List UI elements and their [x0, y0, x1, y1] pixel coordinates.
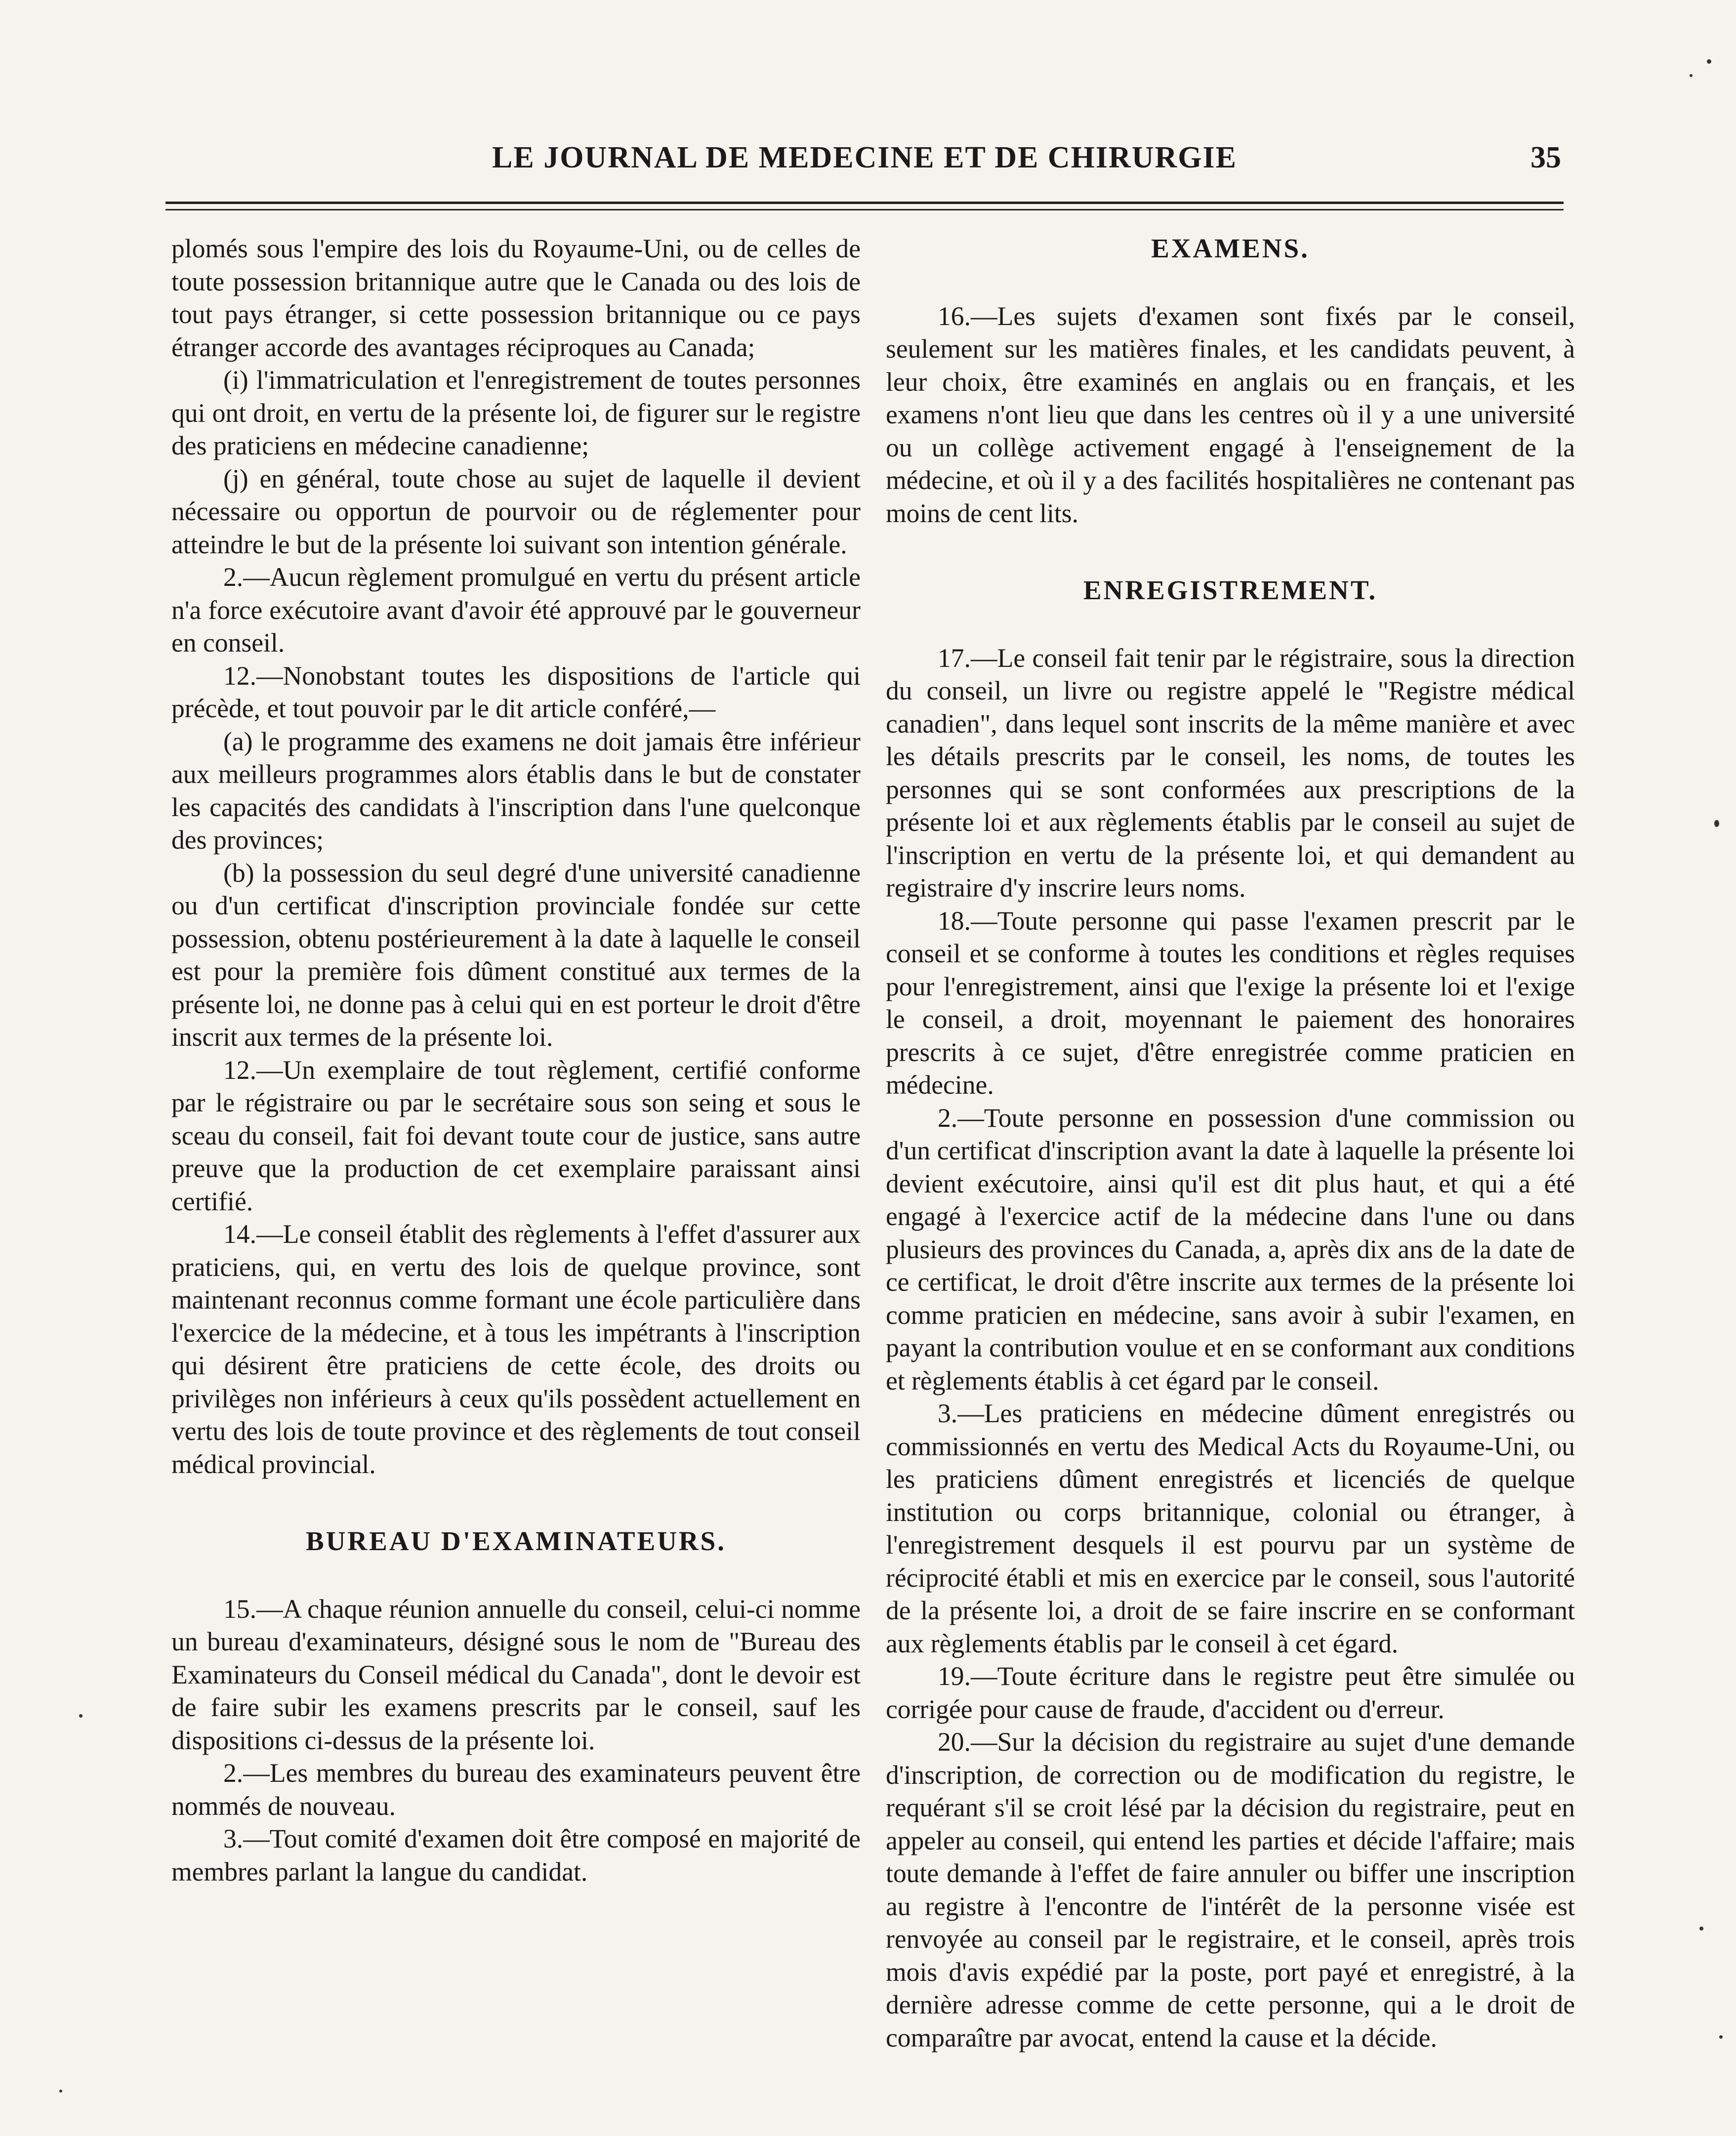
paragraph: plomés sous l'empire des lois du Royaume-Uni, ou de celles de toute possession britannique autre que le Canada ou des lois de tout pays étranger, si cette possession britannique ou ce pays étranger accorde des avantages réciproques au Canada; [171, 234, 861, 362]
paragraph: 18.—Toute personne qui passe l'examen prescrit par le conseil et se conforme à toutes les conditions et règles requises pour l'enregistrement, ainsi que l'exige la présente loi et l'exige le conseil, a droit, moyennant le paiement des honoraires prescrits à ce sujet, d'être enregistrée comme praticien en médecine. [886, 905, 1575, 1100]
paragraph: (a) le programme des examens ne doit jamais être inférieur aux meilleurs programmes alors établis dans le but de constater les capacités des candidats à l'inscription dans l'une quelconque des provinces; [171, 726, 861, 855]
scan-speck [59, 2090, 62, 2093]
scan-speck [1719, 2035, 1723, 2039]
paragraph: 20.—Sur la décision du registraire au sujet d'une demande d'inscription, de correction ou de modification du registre, le requérant s'il se croit lésé par la décision du registraire, peut en appeler au conseil, qui entend les parties et décide l'affaire; mais toute demande à l'effet de faire annuler ou biffer une inscription au registre à l'encontre de l'intérêt de la personne visée est renvoyée au conseil par le registraire, et le conseil, après trois mois d'avis expédié par la poste, port payé et enregistré, à la dernière adresse comme de cette personne, qui a le droit de comparaître par avocat, entend la cause et la décide. [886, 1727, 1575, 2053]
paragraph: (i) l'immatriculation et l'enregistrement de toutes personnes qui ont droit, en vertu de la présente loi, de figurer sur le registre des praticiens en médecine canadienne; [171, 365, 861, 460]
scan-speck [1707, 59, 1711, 64]
paragraph: 12.—Nonobstant toutes les dispositions de l'article qui précède, et tout pouvoir par le dit article conféré,— [171, 660, 861, 723]
right-column [886, 232, 1575, 2054]
scan-speck [1714, 820, 1719, 827]
scan-speck [79, 1714, 83, 1718]
running-title: LE JOURNAL DE MEDECINE ET DE CHIRURGIE [492, 141, 1237, 174]
scan-speck [1690, 74, 1693, 77]
page-number: 35 [1530, 141, 1561, 174]
paragraph: 3.—Les praticiens en médecine dûment enregistrés ou commissionnés en vertu des Medical Acts du Royaume-Uni, ou les praticiens dûment enregistrés et licenciés de quelque institution ou corps britannique, colonial ou étranger, à l'enregistrement desquels il est pourvu par un système de réciprocité établi et mis en exercice par le conseil, sous l'autorité de la présente loi, a droit de se faire inscrire en se conformant aux règlements établis par le conseil à cet égard. [886, 1398, 1575, 1658]
scan-speck [1699, 1927, 1703, 1931]
header-rule [165, 202, 1564, 210]
left-column [171, 232, 861, 1888]
paragraph: 15.—A chaque réunion annuelle du conseil, celui-ci nomme un bureau d'examinateurs, désigné sous le nom de "Bureau des Examinateurs du Conseil médical du Canada", dont le devoir est de faire subir les examens prescrits par le conseil, sauf les dispositions ci-dessus de la présente loi. [171, 1594, 861, 1755]
section-heading-enregistrement: ENREGISTREMENT. [1083, 575, 1378, 605]
paragraph: 2.—Aucun règlement promulgué en vertu du présent article n'a force exécutoire avant d'avoir été approuvé par le gouverneur en conseil. [171, 562, 861, 657]
paragraph: 19.—Toute écriture dans le registre peut être simulée ou corrigée pour cause de fraude, d'accident ou d'erreur. [886, 1661, 1575, 1724]
paragraph: 3.—Tout comité d'examen doit être composé en majorité de membres parlant la langue du candidat. [171, 1824, 861, 1887]
page-header [168, 129, 1561, 179]
section-heading-bureau: BUREAU D'EXAMINATEURS. [306, 1526, 726, 1556]
paragraph: 2.—Les membres du bureau des examinateurs peuvent être nommés de nouveau. [171, 1758, 861, 1821]
paragraph: (b) la possession du seul degré d'une université canadienne ou d'un certificat d'inscription provinciale fondée sur cette possession, obtenu postérieurement à la date à laquelle le conseil est pour la première fois dûment constitué aux termes de la présente loi, ne donne pas à celui qui en est porteur le droit d'être inscrit aux termes de la présente loi. [171, 858, 861, 1052]
paragraph: (j) en général, toute chose au sujet de laquelle il devient nécessaire ou opportun de pourvoir ou de réglementer pour atteindre le but de la présente loi suivant son intention générale. [171, 463, 861, 559]
paragraph: 16.—Les sujets d'examen sont fixés par le conseil, seulement sur les matières finales, et les candidats peuvent, à leur choix, être examinés en anglais ou en français, et les examens n'ont lieu que dans les centres où il y a une université ou un collège activement engagé à l'enseignement de la médecine, et où il y a des facilités hospitalières ne contenant pas moins de cent lits. [886, 301, 1575, 528]
paragraph: 12.—Un exemplaire de tout règlement, certifié conforme par le régistraire ou par le secrétaire sous son seing et sous le sceau du conseil, fait foi devant toute cour de justice, sans autre preuve que la production de cet exemplaire paraissant ainsi certifié. [171, 1055, 861, 1216]
paragraph: 14.—Le conseil établit des règlements à l'effet d'assurer aux praticiens, qui, en vertu des lois de quelque province, sont maintenant reconnus comme formant une école particulière dans l'exercice de la médecine, et à tous les impétrants à l'inscription qui désirent être praticiens de cette école, des droits ou privilèges non inférieurs à ceux qu'ils possèdent actuellement en vertu des lois de toute province et des règlements de tout conseil médical provincial. [171, 1219, 861, 1479]
paragraph: 17.—Le conseil fait tenir par le régistraire, sous la direction du conseil, un livre ou registre appelé le "Registre médical canadien", dans lequel sont inscrits de la même manière et avec les détails prescrits par le conseil, les noms, de toutes les personnes qui se sont conformées aux prescriptions de la présente loi et aux règlements établis par le conseil au sujet de l'inscription en vertu de la présente loi, et qui demandent au registraire d'y inscrire leurs noms. [886, 643, 1575, 903]
section-heading-examens: EXAMENS. [1151, 233, 1310, 263]
paragraph: 2.—Toute personne en possession d'une commission ou d'un certificat d'inscription avant la date à laquelle la présente loi devient exécutoire, ainsi qu'il est dit plus haut, et qui a été engagé à l'exercice actif de la médecine dans l'une ou dans plusieurs des provinces du Canada, a, après dix ans de la date de ce certificat, le droit d'être inscrite aux termes de la présente loi comme praticien en médecine, sans avoir à subir l'examen, en payant la contribution voulue et en se conformant aux conditions et règlements établis à cet égard par le conseil. [886, 1103, 1575, 1396]
